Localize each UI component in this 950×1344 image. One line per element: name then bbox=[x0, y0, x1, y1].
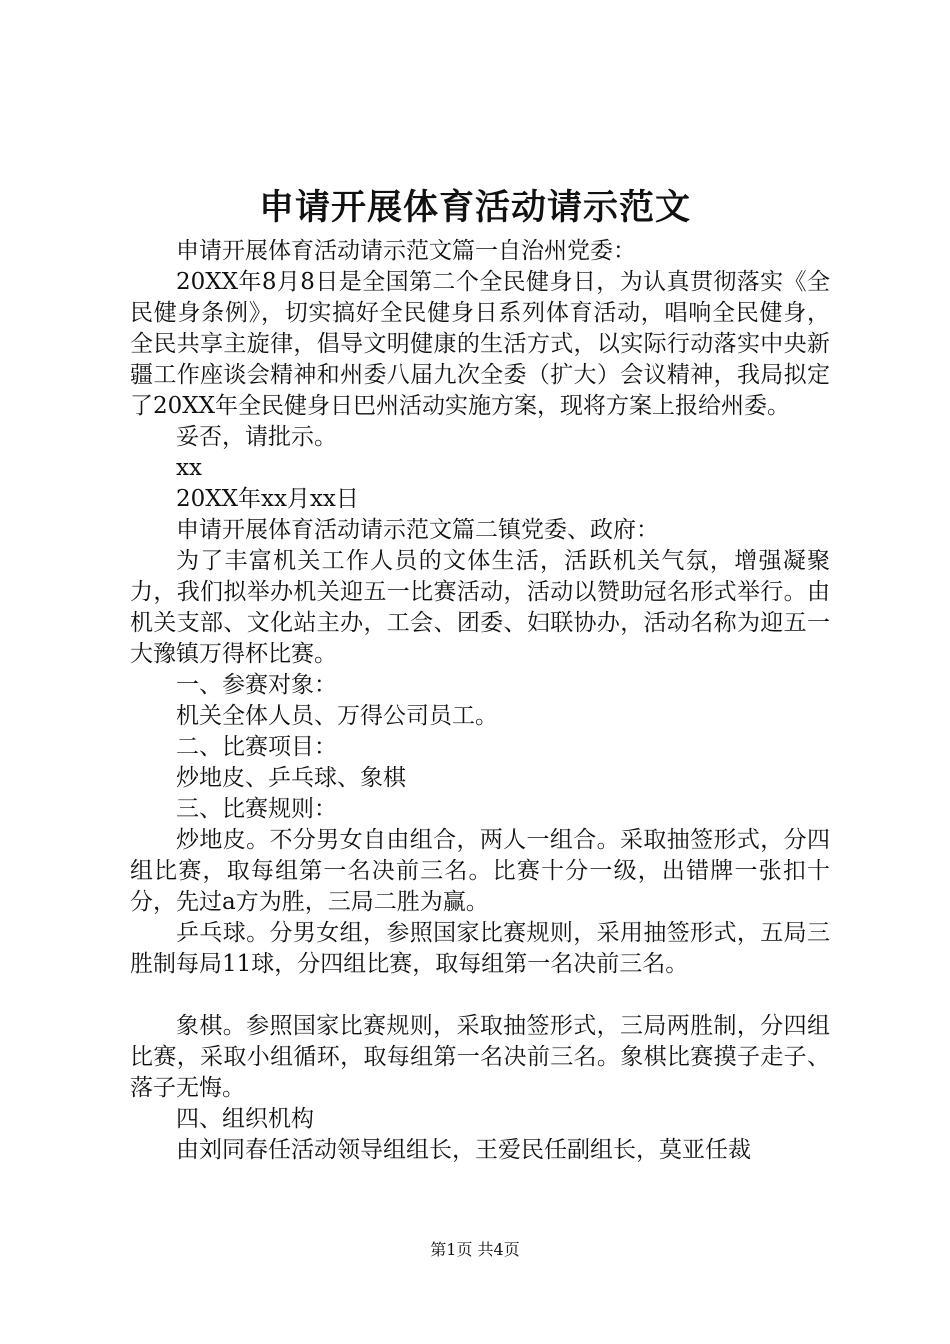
document-title: 申请开展体育活动请示范文 bbox=[258, 187, 691, 228]
paragraph: 炒地皮、乒乓球、象棋 bbox=[176, 765, 406, 791]
paragraph: 为了丰富机关工作人员的文体生活，活跃机关气氛，增强凝聚力，我们拟举办机关迎五一比赛活动，活动以赞助冠名形式举行。由机关支部、文化站主办，工会、团委、妇联协办，活动名称为迎五一大豫镇万得杯比赛。 bbox=[130, 548, 830, 667]
page-number: 第1页 共4页 bbox=[430, 1240, 520, 1259]
paragraph: 四、组织机构 bbox=[176, 1106, 314, 1132]
paragraph: 三、比赛规则： bbox=[176, 796, 337, 822]
paragraph: 20XX年xx月xx日 bbox=[176, 486, 359, 512]
paragraph: 申请开展体育活动请示范文篇二镇党委、政府： bbox=[176, 517, 659, 543]
paragraph: 由刘同春任活动领导组组长，王爱民任副组长，莫亚任裁 bbox=[176, 1137, 751, 1163]
paragraph: 炒地皮。不分男女自由组合，两人一组合。采取抽签形式，分四组比赛，取每组第一名决前三名。比赛十分一级，出错牌一张扣十分，先过a方为胜，三局二胜为赢。 bbox=[130, 827, 830, 915]
paragraph: 二、比赛项目： bbox=[176, 734, 337, 760]
paragraph: 象棋。参照国家比赛规则，采取抽签形式，三局两胜制，分四组比赛，采取小组循环，取每组第一名决前三名。象棋比赛摸子走子、落子无悔。 bbox=[130, 1013, 830, 1101]
paragraph: 申请开展体育活动请示范文篇一自治州党委： bbox=[176, 238, 636, 264]
document-body bbox=[130, 236, 830, 1166]
paragraph: 乒乓球。分男女组，参照国家比赛规则，采用抽签形式，五局三胜制每局11球，分四组比赛，取每组第一名决前三名。 bbox=[130, 920, 830, 977]
paragraph: xx bbox=[176, 455, 202, 481]
paragraph: 20XX年8月8日是全国第二个全民健身日，为认真贯彻落实《全民健身条例》，切实搞好全民健身日系列体育活动，唱响全民健身，全民共享主旋律，倡导文明健康的生活方式，以实际行动落实中央新疆工作座谈会精神和州委八届九次全委（扩大）会议精神，我局拟定了20XX年全民健身日巴州活动实施方案，现将方案上报给州委。 bbox=[130, 269, 830, 419]
paragraph: 一、参赛对象： bbox=[176, 672, 337, 698]
paragraph: 妥否，请批示。 bbox=[176, 424, 337, 450]
paragraph: 机关全体人员、万得公司员工。 bbox=[176, 703, 498, 729]
